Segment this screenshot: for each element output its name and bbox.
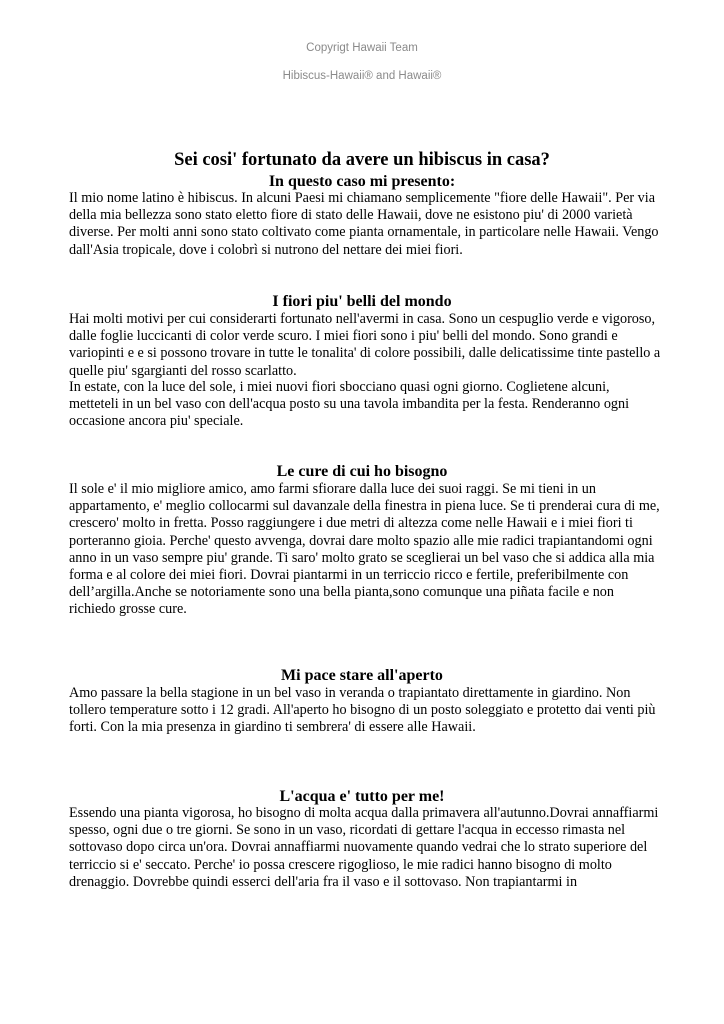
section-heading-aperto: Mi pace stare all'aperto — [281, 667, 443, 684]
trademark-header: Hibiscus-Hawaii® and Hawaii® — [282, 70, 442, 82]
section-heading-cure: Le cure di cui ho bisogno — [276, 463, 448, 480]
copyright-header: Copyrigt Hawaii Team — [306, 42, 418, 54]
section-cure-paragraph: Il sole e' il mio migliore amico, amo farmi sfiorare dalla luce dei suoi raggi. Se mi tieni in un appartamento, e' meglio collocarmi sul davanzale della finestra in piena luce. Se ti prenderai cura di me, crescero' molto in fretta. Posso raggiungere i due metri di altezza come nelle Hawaii e i miei fiori ti porteranno gioia. Perche' questo avvenga, dovrai dare molto spazio alle mie radici trapiantandomi ogni anno in un vaso sempre piu' grande. Ti saro' molto grato se sceglierai un bel vaso che si addica alla mia forma e al colore dei miei fiori. Dovrai piantarmi in un terriccio ricco e fertile, preferibilmente con dell’argilla.Anche se notoriamente sono una bella pianta,sono comunque una piñata facile e non richiedo grosse cure. — [69, 481, 660, 618]
document-title: Sei cosi' fortunato da avere un hibiscus in casa? — [174, 150, 550, 170]
section-fiori-paragraph-1: Hai molti motivi per cui considerarti fortunato nell'avermi in casa. Sono un cespuglio verde e vigoroso, dalle foglie luccicanti di color verde scuro. I miei fiori sono i piu' belli del mondo. Sono grandi e variopinti e e si possono trovare in tutte le tonalita' di colore possibili, dalle delicatissime tinte pastello a quelle piu' sgargianti del rosso scarlatto. — [69, 311, 661, 379]
section-aperto-paragraph: Amo passare la bella stagione in un bel vaso in veranda o trapiantato direttamente in giardino. Non tollero temperature sotto i 12 gradi. All'aperto ho bisogno di un posto soleggiato e protetto dai venti più forti. Con la mia presenza in giardino ti sembrera' di essere alle Hawaii. — [69, 685, 656, 736]
section-heading-fiori: I fiori piu' belli del mondo — [272, 293, 452, 310]
intro-heading: In questo caso mi presento: — [268, 173, 456, 190]
section-acqua-paragraph: Essendo una pianta vigorosa, ho bisogno di molta acqua dalla primavera all'autunno.Dovrai annaffiarmi spesso, ogni due o tre giorni. Se sono in un vaso, ricordati di gettare l'acqua in eccesso rimasta nel sottovaso dopo circa un'ora. Dovrai annaffiarmi nuovamente quando vedrai che lo strato superiore del terriccio si e' seccato. Perche' io possa crescere rigoglioso, le mie radici hanno bisogno di molto drenaggio. Dovrebbe quindi esserci dell'aria fra il vaso e il sottovaso. Non trapiantarmi in — [69, 805, 659, 890]
intro-paragraph: Il mio nome latino è hibiscus. In alcuni Paesi mi chiamano semplicemente "fiore delle Hawaii". Per via della mia bellezza sono stato eletto fiore di stato delle Hawaii, dove ne esistono piu' di 2000 varietà diverse. Per molti anni sono stato coltivato come pianta ornamentale, in particolare nelle Hawaii. Vengo dall'Asia tropicale, dove i colobrì si nutrono del nettare dei miei fiori. — [69, 190, 659, 258]
section-fiori-paragraph-2: In estate, con la luce del sole, i miei nuovi fiori sbocciano quasi ogni giorno. Coglietene alcuni, metteteli in un bel vaso con dell'acqua posto su una tavola imbandita per la festa. Renderanno ogni occasione ancora piu' speciale. — [69, 379, 630, 430]
section-heading-acqua: L'acqua e' tutto per me! — [279, 788, 445, 805]
